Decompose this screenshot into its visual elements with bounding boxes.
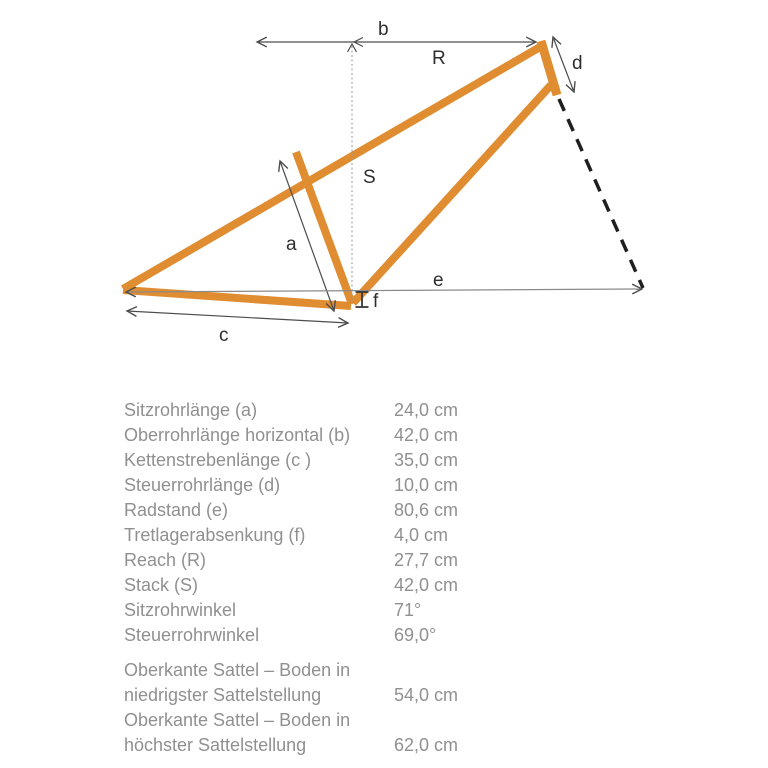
table-row [124, 548, 496, 573]
row-value: 35,0 cm [394, 450, 459, 470]
row-value: 42,0 cm [394, 575, 459, 595]
fork-dashed-line [559, 99, 643, 288]
row-value: 71° [394, 600, 422, 620]
label-d: d [572, 53, 583, 74]
table-row [124, 658, 496, 708]
row-label: Oberkante Sattel – Boden in höchster Sattelstellung [124, 710, 351, 755]
table-row [124, 448, 496, 473]
table-row [124, 423, 496, 448]
dimension-c-line [127, 311, 348, 323]
row-value: 54,0 cm [394, 685, 459, 705]
label-f: f [373, 291, 379, 312]
row-label: Oberkante Sattel – Boden in niedrigster Sattelstellung [124, 660, 351, 705]
row-label: Sitzrohrwinkel [124, 600, 237, 620]
label-c: c [219, 325, 229, 346]
label-a: a [286, 234, 297, 255]
row-label: Oberrohrlänge horizontal (b) [124, 425, 351, 445]
dimension-lines [126, 37, 642, 323]
geometry-table [124, 398, 496, 758]
table-row [124, 523, 496, 548]
row-value: 4,0 cm [394, 525, 449, 545]
label-e: e [433, 270, 444, 291]
table-row [124, 398, 496, 423]
row-label: Radstand (e) [124, 500, 229, 520]
label-b: b [378, 19, 389, 40]
table-row [124, 498, 496, 523]
row-value: 80,6 cm [394, 500, 459, 520]
table-row [124, 623, 496, 648]
frame-geometry-diagram [0, 0, 768, 380]
row-label: Reach (R) [124, 550, 207, 570]
row-value: 42,0 cm [394, 425, 459, 445]
dimension-e-line [126, 289, 642, 292]
row-label: Steuerrohrlänge (d) [124, 475, 281, 495]
label-reach: R [432, 48, 446, 69]
table-row [124, 598, 496, 623]
row-value: 69,0° [394, 625, 437, 645]
row-value: 10,0 cm [394, 475, 459, 495]
table-row [124, 708, 496, 758]
row-label: Stack (S) [124, 575, 199, 595]
bike-frame [123, 41, 557, 306]
table-row [124, 473, 496, 498]
table-row [124, 573, 496, 598]
row-label: Kettenstrebenlänge (c ) [124, 450, 312, 470]
row-value: 27,7 cm [394, 550, 459, 570]
row-value: 62,0 cm [394, 735, 459, 755]
down-tube-line [353, 85, 551, 303]
row-label: Steuerrohrwinkel [124, 625, 260, 645]
row-value: 24,0 cm [394, 400, 459, 420]
row-label: Tretlagerabsenkung (f) [124, 525, 306, 545]
row-label: Sitzrohrlänge (a) [124, 400, 258, 420]
label-stack: S [363, 167, 376, 188]
